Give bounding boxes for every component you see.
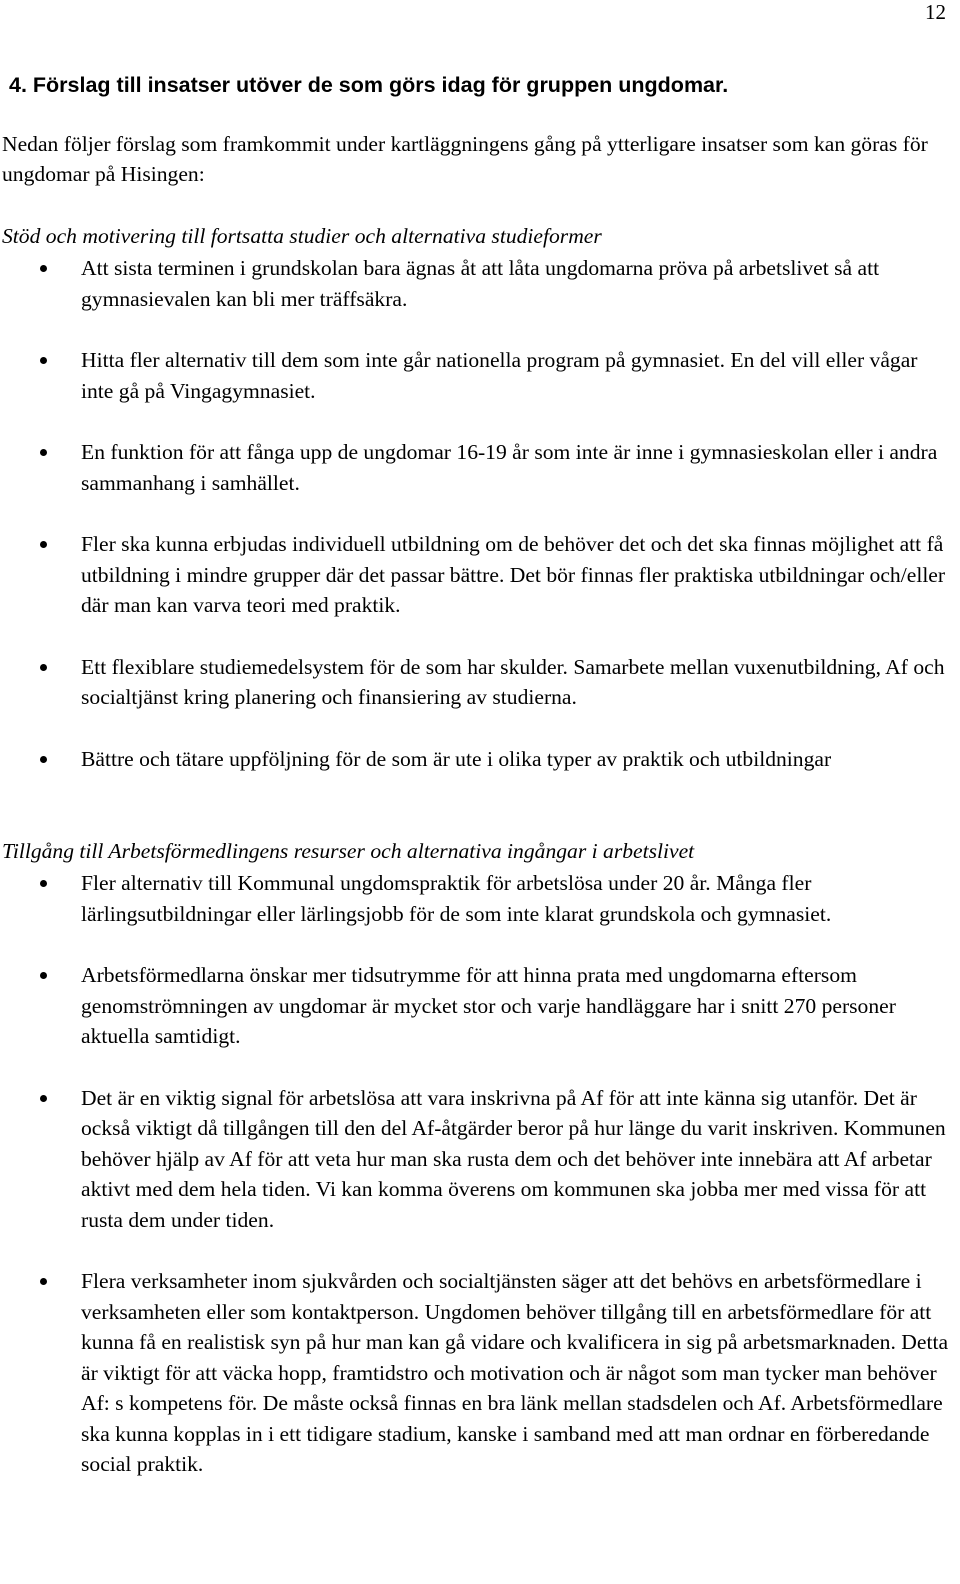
bullet-icon <box>40 1095 47 1102</box>
list-item-text: Arbetsförmedlarna önskar mer tidsutrymme för att hinna prata med ungdomarna eftersom genomströmningen av ungdomar är mycket stor och varje handläggare har i snitt 270 personer aktuella samtidigt. <box>81 963 896 1048</box>
bullet-list-employment <box>0 868 950 1480</box>
list-item-text: Att sista terminen i grundskolan bara ägnas åt att låta ungdomarna pröva på arbetslivet så att gymnasievalen kan bli mer träffsäkra. <box>81 256 880 311</box>
list-item <box>0 1083 950 1236</box>
bullet-icon <box>40 449 47 456</box>
list-item <box>0 437 950 498</box>
bullet-icon <box>40 664 47 671</box>
intro-paragraph: Nedan följer förslag som framkommit under kartläggningens gång på ytterligare insatser som kan göras för ungdomar på Hisingen: <box>2 132 928 186</box>
list-item <box>0 253 950 314</box>
list-item-text: Ett flexiblare studiemedelsystem för de som har skulder. Samarbete mellan vuxenutbildning, Af och socialtjänst kring planering och finansiering av studierna. <box>81 654 945 709</box>
list-item-text: Fler alternativ till Kommunal ungdomspraktik för arbetslösa under 20 år. Många fler lärlingsutbildningar eller lärlingsjobb för de som inte klarat grundskola och gymnasiet. <box>81 871 832 926</box>
list-item <box>0 529 950 621</box>
subheading-studies: Stöd och motivering till fortsatta studier och alternativa studieformer <box>2 224 602 248</box>
bullet-icon <box>40 880 47 887</box>
list-item <box>0 345 950 406</box>
bullet-icon <box>40 357 47 364</box>
list-item <box>0 652 950 713</box>
bullet-icon <box>40 265 47 272</box>
list-item-text: Det är en viktig signal för arbetslösa att vara inskrivna på Af för att inte känna sig utanför. Det är också viktigt då tillgången till den del Af-åtgärder beror på hur länge du varit inskriven. Kommunen behöver hjälp av Af för att veta hur man ska rusta dem och det behöver inte innebära att Af arbetar aktivt med dem hela tiden. Vi kan komma överens om kommunen ska jobba mer med vissa för att rusta dem under tiden. <box>81 1085 946 1232</box>
list-item-text: En funktion för att fånga upp de ungdomar 16-19 år som inte är inne i gymnasieskolan eller i andra sammanhang i samhället. <box>81 440 938 495</box>
bullet-list-studies <box>0 253 950 774</box>
page-number: 12 <box>925 0 946 24</box>
list-item-text: Flera verksamheter inom sjukvården och socialtjänsten säger att det behövs en arbetsförmedlare i verksamheten eller som kontaktperson. Ungdomen behöver tillgång till en arbetsförmedlare för att kunna få en realistisk syn på hur man kan gå vidare och kvalificera in sig på arbetsmarknaden. Detta är viktigt för att väcka hopp, framtidstro och motivation och är något som man tycker man behöver Af: s kompetens för. De måste också finnas en bra länk mellan stadsdelen och Af. Arbetsförmedlare ska kunna kopplas in i ett tidigare stadium, kanske i samband med att man ordnar en förberedande social praktik. <box>81 1269 949 1476</box>
list-item <box>0 744 950 775</box>
list-item-text: Hitta fler alternativ till dem som inte går nationella program på gymnasiet. En del vill eller vågar inte gå på Vingagymnasiet. <box>81 348 918 403</box>
section-heading: 4. Förslag till insatser utöver de som görs idag för gruppen ungdomar. <box>9 73 729 97</box>
bullet-icon <box>40 1278 47 1285</box>
subheading-employment: Tillgång till Arbetsförmedlingens resurser och alternativa ingångar i arbetslivet <box>2 839 695 863</box>
list-item-text: Bättre och tätare uppföljning för de som är ute i olika typer av praktik och utbildningar <box>81 746 832 771</box>
list-item <box>0 868 950 929</box>
bullet-icon <box>40 972 47 979</box>
list-item-text: Fler ska kunna erbjudas individuell utbildning om de behöver det och det ska finnas möjlighet att få utbildning i mindre grupper där det passar bättre. Det bör finnas fler praktiska utbildningar och/eller där man kan varva teori med praktik. <box>81 532 946 617</box>
bullet-icon <box>40 756 47 763</box>
list-item <box>0 960 950 1052</box>
list-item <box>0 1266 950 1480</box>
bullet-icon <box>40 541 47 548</box>
